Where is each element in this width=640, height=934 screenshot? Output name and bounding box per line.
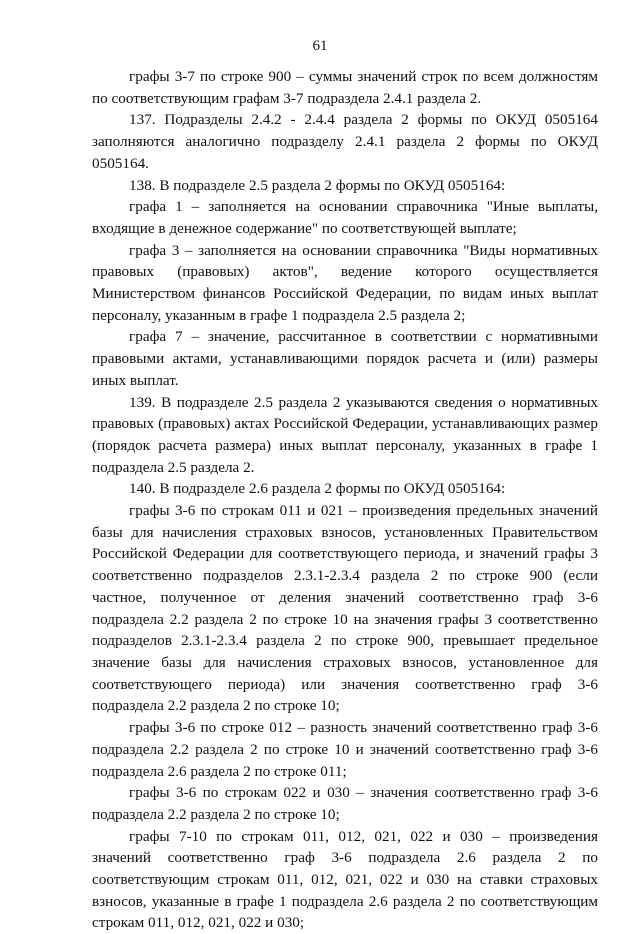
- paragraph: графы 3-6 по строкам 011 и 021 – произведения предельных значений базы для начисления страховых взносов, установленных Правительством Российской Федерации для соответствующего периода, и значений графы 3 соответственно подразделов 2.3.1-2.3.4 раздела 2 по строке 900 (если частное, полученное от деления значений соответственно граф 3-6 подраздела 2.2 раздела 2 по строке 10 на значения графы 3 соответственно подразделов 2.3.1-2.3.4 раздела 2 по строке 900, превышает предельное значение базы для начисления страховых взносов, установленное для соответствующего периода) или значения соответственно граф 3-6 подраздела 2.2 раздела 2 по строке 10;: [92, 502, 598, 715]
- document-body: [92, 66, 598, 934]
- paragraph: графы 7-10 по строкам 011, 012, 021, 022 и 030 – произведения значений соответственно граф 3-6 подраздела 2.6 раздела 2 по соответствующим строкам 011, 012, 021, 022 и 030 на ставки страховых взносов, указанные в графе 1 подраздела 2.6 раздела 2 по соответствующим строкам 011, 012, 021, 022 и 030;: [92, 827, 598, 932]
- paragraph: графы 3-6 по строкам 022 и 030 – значения соответственно граф 3-6 подраздела 2.2 раздела 2 по строке 10;: [92, 784, 598, 823]
- paragraph: графа 7 – значение, рассчитанное в соответствии с нормативными правовыми актами, устанавливающими порядок расчета и (или) размеры иных выплат.: [92, 328, 598, 389]
- paragraph: 139. В подразделе 2.5 раздела 2 указываются сведения о нормативных правовых (правовых) актах Российской Федерации, устанавливающих размер (порядок расчета размера) иных выплат персоналу, указанных в графе 1 подраздела 2.5 раздела 2.: [92, 393, 598, 476]
- paragraph: 140. В подразделе 2.6 раздела 2 формы по ОКУД 0505164:: [129, 480, 506, 498]
- paragraph: графы 3-7 по строке 900 – суммы значений строк по всем должностям по соответствующим графам 3-7 подраздела 2.4.1 раздела 2.: [92, 68, 598, 107]
- paragraph: графа 1 – заполняется на основании справочника "Иные выплаты, входящие в денежное содержание" по соответствующей выплате;: [92, 198, 598, 237]
- paragraph: 137. Подразделы 2.4.2 - 2.4.4 раздела 2 формы по ОКУД 0505164 заполняются аналогично подразделу 2.4.1 раздела 2 формы по ОКУД 0505164.: [92, 111, 598, 172]
- paragraph: графа 3 – заполняется на основании справочника "Виды нормативных правовых (правовых) актов", ведение которого осуществляется Министерством финансов Российской Федерации, по видам иных выплат персоналу, указанным в графе 1 подраздела 2.5 раздела 2;: [92, 241, 598, 324]
- page-number: 61: [312, 38, 328, 54]
- paragraph: 138. В подразделе 2.5 раздела 2 формы по ОКУД 0505164:: [129, 176, 506, 194]
- paragraph: графы 3-6 по строке 012 – разность значений соответственно граф 3-6 подраздела 2.2 раздела 2 по строке 10 и значений соответственно граф 3-6 подраздела 2.6 раздела 2 по строке 011;: [92, 719, 598, 780]
